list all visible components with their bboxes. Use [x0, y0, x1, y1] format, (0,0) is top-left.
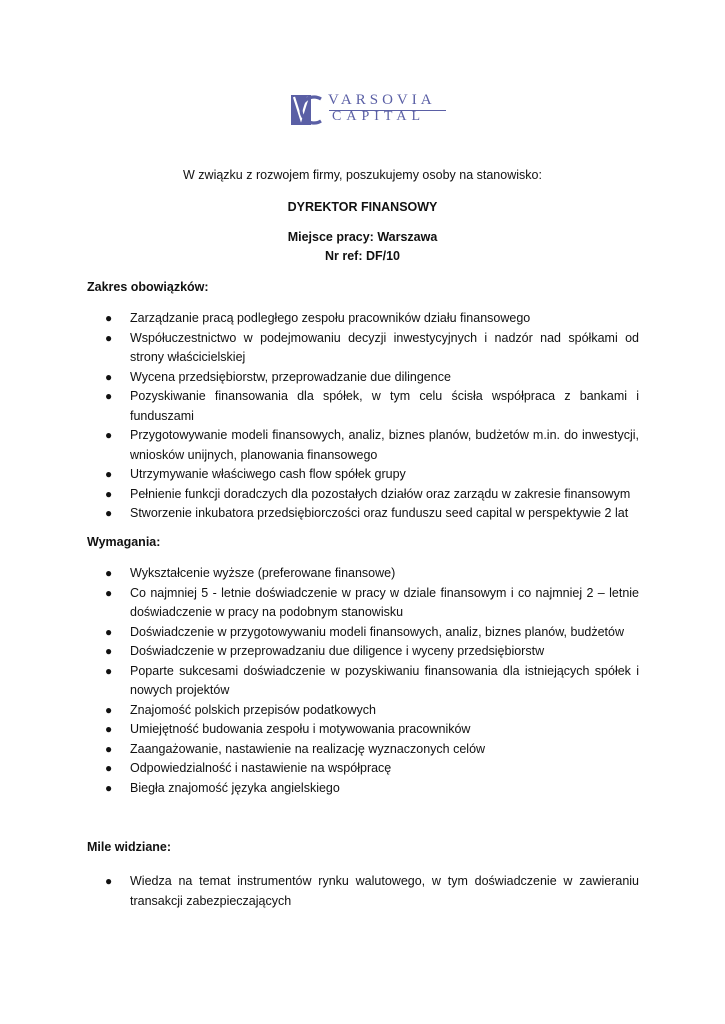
- list-item: ● Współuczestnictwo w podejmowaniu decyzji inwestycyjnych i nadzór nad spółkami od strony właścicielskiej: [105, 330, 639, 364]
- bullet-icon: ●: [105, 467, 113, 481]
- bullet-icon: ●: [105, 702, 113, 717]
- bullet-icon: ●: [105, 369, 113, 384]
- list-item: ● Doświadczenie w przeprowadzaniu due diligence i wyceny przedsiębiorstw: [87, 642, 639, 662]
- list-item: ● Umiejętność budowania zespołu i motywowania pracowników: [87, 720, 639, 740]
- list-item: ● Zaangażowanie, nastawienie na realizację wyznaczonych celów: [87, 740, 639, 760]
- list-item: ● Stworzenie inkubatora przedsiębiorczości oraz funduszu seed capital w perspektywie 2 lat: [87, 504, 639, 524]
- nice-to-have-heading: Mile widziane:: [87, 840, 172, 854]
- bullet-icon: ●: [105, 311, 113, 325]
- bullet-icon: ●: [105, 624, 113, 639]
- list-item: ● Wiedza na temat instrumentów rynku walutowego, w tym doświadczenie w zawieraniu transakcji zabezpieczających: [105, 874, 639, 908]
- logo-text-line1: VARSOVIA: [328, 92, 436, 108]
- position-title: DYREKTOR FINANSOWY: [287, 200, 438, 214]
- list-item: ● Pozyskiwanie finansowania dla spółek, w tym celu ścisła współpraca z bankami i funduszami: [105, 389, 639, 423]
- bullet-icon: ●: [105, 506, 113, 520]
- work-location: Miejsce pracy: Warszawa: [287, 230, 438, 244]
- company-logo: [291, 93, 451, 127]
- intro-text: W związku z rozwojem firmy, poszukujemy osoby na stanowisko:: [183, 168, 542, 182]
- list-item: ● Odpowiedzialność i nastawienie na współpracę: [87, 759, 639, 779]
- list-item: ● Doświadczenie w przygotowywaniu modeli finansowych, analiz, biznes planów, budżetów: [87, 623, 639, 643]
- list-item: ● Co najmniej 5 - letnie doświadczenie w pracy w dziale finansowym i co najmniej 2 – letnie doświadczenie w pracy na podobnym stanowisku: [105, 585, 639, 619]
- bullet-icon: ●: [105, 566, 113, 580]
- bullet-icon: ●: [105, 780, 113, 795]
- varsovia-logo-icon: [291, 93, 325, 127]
- bullet-icon: ●: [105, 722, 113, 736]
- logo-text-line2: CAPITAL: [332, 109, 425, 124]
- requirements-heading: Wymagania:: [87, 535, 161, 549]
- bullet-icon: ●: [105, 428, 113, 442]
- list-item: ● Poparte sukcesami doświadczenie w pozyskiwaniu finansowania dla istniejących spółek i nowych projektów: [105, 663, 639, 697]
- list-item: ● Wykształcenie wyższe (preferowane finansowe): [87, 564, 639, 584]
- bullet-icon: ●: [105, 761, 113, 775]
- nice-to-have-list: [87, 872, 639, 911]
- reference-number: Nr ref: DF/10: [324, 249, 401, 263]
- duties-heading: Zakres obowiązków:: [87, 280, 209, 294]
- bullet-icon: ●: [105, 644, 113, 658]
- list-item: ● Biegła znajomość języka angielskiego: [87, 779, 639, 799]
- bullet-icon: ●: [105, 585, 113, 600]
- list-item: ● Wycena przedsiębiorstw, przeprowadzanie due dilingence: [87, 368, 639, 388]
- bullet-icon: ●: [105, 663, 113, 678]
- bullet-icon: ●: [105, 874, 113, 888]
- list-item: ● Zarządzanie pracą podległego zespołu pracowników działu finansowego: [87, 309, 639, 329]
- list-item: ● Pełnienie funkcji doradczych dla pozostałych działów oraz zarządu w zakresie finansowym: [87, 485, 639, 505]
- list-item: ● Znajomość polskich przepisów podatkowych: [87, 701, 639, 721]
- bullet-icon: ●: [105, 389, 113, 403]
- bullet-icon: ●: [105, 486, 113, 501]
- requirements-list: [87, 564, 639, 798]
- bullet-icon: ●: [105, 330, 113, 345]
- list-item: ● Przygotowywanie modeli finansowych, analiz, biznes planów, budżetów m.in. do inwestycji, wniosków unijnych, planowania finansowego: [105, 428, 639, 462]
- duties-list: [87, 309, 639, 524]
- bullet-icon: ●: [105, 741, 113, 756]
- list-item: ● Utrzymywanie właściwego cash flow spółek grupy: [87, 465, 639, 485]
